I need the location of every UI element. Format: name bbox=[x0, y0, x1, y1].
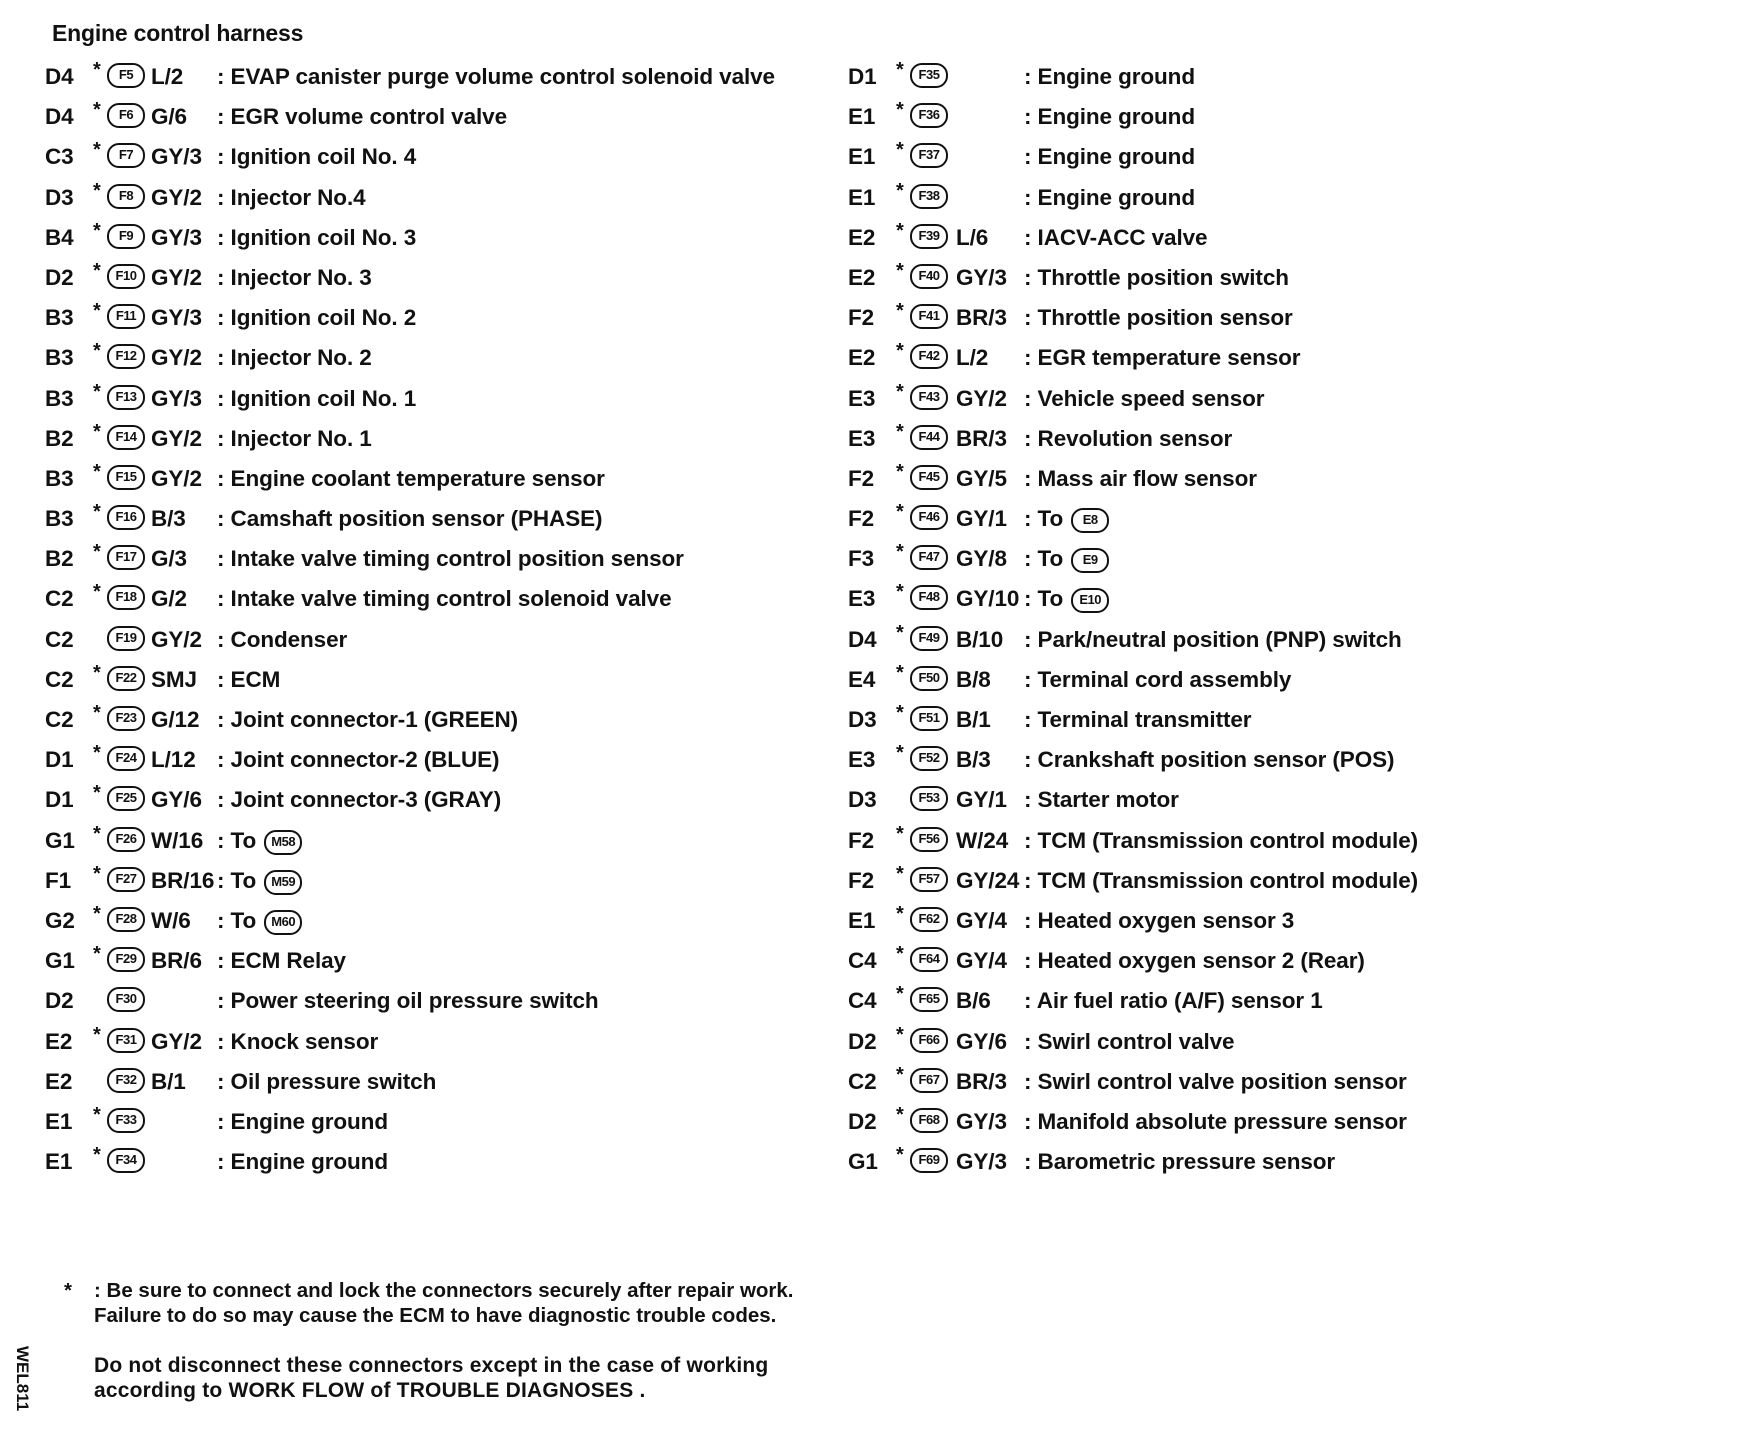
lock-star: * bbox=[896, 59, 904, 81]
connector-code: GY/3 bbox=[151, 224, 202, 250]
description-with-target bbox=[1024, 586, 1109, 613]
connector-code: B/1 bbox=[151, 1068, 186, 1094]
lock-star: * bbox=[896, 1103, 904, 1126]
lock-star: * bbox=[896, 99, 904, 122]
lock-star: * bbox=[896, 179, 904, 202]
connector-code: B/6 bbox=[956, 988, 991, 1014]
component-description: : Throttle position sensor bbox=[1024, 305, 1293, 331]
grid-location: E2 bbox=[848, 345, 876, 371]
connector-code: L/2 bbox=[956, 345, 989, 371]
grid-location: G2 bbox=[45, 907, 75, 933]
component-description: : Engine ground bbox=[1024, 144, 1195, 170]
lock-star: * bbox=[896, 460, 904, 483]
component-description: : Engine ground bbox=[217, 1108, 388, 1134]
lock-star: * bbox=[896, 742, 904, 765]
connector-code: SMJ bbox=[151, 666, 197, 692]
lock-star: * bbox=[896, 661, 904, 684]
grid-location: B3 bbox=[45, 385, 74, 411]
component-description: : Ignition coil No. 1 bbox=[217, 385, 417, 411]
component-description: : Knock sensor bbox=[217, 1028, 379, 1054]
component-description: : EGR temperature sensor bbox=[1024, 345, 1301, 371]
connector-number: F32 bbox=[107, 1068, 145, 1093]
connector-number: F41 bbox=[910, 304, 948, 329]
grid-location: G1 bbox=[45, 827, 75, 853]
connector-code: B/3 bbox=[956, 747, 991, 773]
lock-star: * bbox=[896, 300, 904, 323]
grid-location: E1 bbox=[848, 144, 876, 170]
component-description: : Injector No. 2 bbox=[217, 345, 372, 371]
connector-number: F26 bbox=[107, 827, 145, 852]
grid-location: E3 bbox=[848, 385, 876, 411]
connector-code: L/12 bbox=[151, 747, 196, 773]
grid-location: G1 bbox=[848, 1149, 878, 1175]
component-description: : TCM (Transmission control module) bbox=[1024, 827, 1419, 853]
connector-number: F44 bbox=[910, 425, 948, 450]
target-connector: E10 bbox=[1071, 588, 1109, 613]
lock-star: * bbox=[896, 259, 904, 282]
connector-code: GY/2 bbox=[151, 345, 202, 371]
connector-number: F17 bbox=[107, 545, 145, 570]
connector-code: GY/8 bbox=[956, 546, 1007, 572]
grid-location: D2 bbox=[848, 1108, 877, 1134]
connector-code: G/12 bbox=[151, 707, 200, 732]
connector-number: F9 bbox=[107, 224, 145, 249]
lock-star: * bbox=[93, 300, 101, 323]
component-description: : EVAP canister purge volume control solenoid valve bbox=[217, 64, 775, 89]
grid-location: D3 bbox=[45, 184, 74, 210]
connector-code: GY/2 bbox=[151, 626, 202, 652]
grid-location: D3 bbox=[848, 787, 877, 813]
grid-location: D4 bbox=[45, 104, 74, 130]
lock-star: * bbox=[93, 59, 101, 81]
lock-star: * bbox=[896, 139, 904, 162]
grid-location: F2 bbox=[848, 465, 875, 491]
grid-location: C4 bbox=[848, 948, 877, 974]
grid-location: C2 bbox=[45, 707, 74, 732]
description-with-target bbox=[217, 908, 302, 935]
lock-star: * bbox=[896, 1063, 904, 1086]
component-description: : Engine ground bbox=[1024, 104, 1195, 130]
grid-location: B3 bbox=[45, 305, 74, 331]
connector-code: W/16 bbox=[151, 827, 204, 853]
component-description: : To bbox=[217, 907, 257, 933]
connector-number: F57 bbox=[910, 867, 948, 892]
component-description: : Oil pressure switch bbox=[217, 1068, 437, 1094]
connector-code: GY/2 bbox=[151, 465, 202, 491]
connector-code: B/10 bbox=[956, 626, 1004, 652]
connector-number: F15 bbox=[107, 465, 145, 490]
grid-location: B3 bbox=[45, 506, 74, 532]
connector-number: F10 bbox=[107, 264, 145, 289]
component-description: : Condenser bbox=[217, 626, 348, 652]
connector-number: F24 bbox=[107, 746, 145, 771]
connector-code: GY/2 bbox=[151, 425, 202, 451]
grid-location: F1 bbox=[45, 867, 72, 893]
connector-code: GY/2 bbox=[956, 385, 1007, 411]
lock-star: * bbox=[896, 581, 904, 604]
component-description: : Mass air flow sensor bbox=[1024, 465, 1257, 491]
grid-location: F2 bbox=[848, 867, 875, 893]
connector-number: F67 bbox=[910, 1068, 948, 1093]
connector-code: GY/3 bbox=[956, 264, 1007, 290]
lock-star: * bbox=[93, 340, 101, 363]
connector-number: F18 bbox=[107, 585, 145, 610]
description-with-target bbox=[217, 828, 302, 855]
grid-location: F3 bbox=[848, 546, 875, 572]
component-description: : Joint connector-2 (BLUE) bbox=[217, 747, 500, 773]
connector-code: GY/3 bbox=[151, 385, 202, 411]
connector-number: F25 bbox=[107, 786, 145, 811]
connector-number: F48 bbox=[910, 585, 948, 610]
grid-location: F2 bbox=[848, 506, 875, 532]
lock-star: * bbox=[896, 1023, 904, 1046]
figure-id: WEL811 bbox=[13, 1346, 32, 1412]
connector-number: F40 bbox=[910, 264, 948, 289]
grid-location: F2 bbox=[848, 305, 875, 331]
lock-star: * bbox=[93, 862, 101, 885]
lock-star: * bbox=[93, 179, 101, 202]
connector-code: GY/10 bbox=[956, 586, 1020, 612]
connector-number: F47 bbox=[910, 545, 948, 570]
connector-code: W/6 bbox=[151, 907, 191, 933]
lock-star: * bbox=[896, 340, 904, 363]
connector-number: F65 bbox=[910, 987, 948, 1012]
description-with-target bbox=[217, 868, 302, 895]
grid-location: B4 bbox=[45, 224, 74, 250]
lock-star: * bbox=[896, 420, 904, 443]
grid-location: C3 bbox=[45, 144, 74, 170]
component-description: : To bbox=[1024, 546, 1064, 572]
grid-location: E2 bbox=[848, 264, 876, 290]
component-description: : Engine coolant temperature sensor bbox=[217, 465, 605, 491]
lock-star: * bbox=[93, 581, 101, 604]
component-description: : Injector No.4 bbox=[217, 184, 366, 210]
grid-location: E2 bbox=[45, 1028, 73, 1054]
lock-star: * bbox=[93, 742, 101, 765]
component-description: : Ignition coil No. 4 bbox=[217, 144, 417, 170]
target-connector: E9 bbox=[1071, 548, 1109, 573]
connector-code: GY/3 bbox=[956, 1108, 1007, 1134]
component-description: : Barometric pressure sensor bbox=[1024, 1149, 1336, 1175]
grid-location: B3 bbox=[45, 465, 74, 491]
connector-code: GY/3 bbox=[151, 305, 202, 331]
lock-star: * bbox=[896, 219, 904, 242]
lock-star: * bbox=[896, 902, 904, 925]
connector-number: F52 bbox=[910, 746, 948, 771]
component-description: : Terminal transmitter bbox=[1024, 707, 1252, 732]
connector-code: L/2 bbox=[151, 64, 184, 89]
connector-number: F64 bbox=[910, 947, 948, 972]
connector-number: F6 bbox=[107, 103, 145, 128]
connector-code: G/2 bbox=[151, 586, 187, 612]
grid-location: C2 bbox=[45, 666, 74, 692]
component-description: : To bbox=[1024, 586, 1064, 612]
grid-location: E1 bbox=[848, 184, 876, 210]
connector-code: GY/1 bbox=[956, 787, 1007, 813]
component-description: : Swirl control valve bbox=[1024, 1028, 1235, 1054]
grid-location: D1 bbox=[45, 787, 74, 813]
lock-star: * bbox=[896, 621, 904, 644]
grid-location: B2 bbox=[45, 425, 74, 451]
grid-location: E1 bbox=[848, 907, 876, 933]
connector-number: F35 bbox=[910, 63, 948, 88]
grid-location: C2 bbox=[45, 626, 74, 652]
connector-number: F12 bbox=[107, 344, 145, 369]
description-with-target bbox=[1024, 506, 1109, 533]
lock-star: * bbox=[93, 1103, 101, 1126]
lock-star: * bbox=[93, 139, 101, 162]
component-description: : Throttle position switch bbox=[1024, 264, 1289, 290]
connector-number: F56 bbox=[910, 827, 948, 852]
component-description: : Starter motor bbox=[1024, 787, 1179, 813]
lock-star: * bbox=[896, 822, 904, 845]
connector-number: F30 bbox=[107, 987, 145, 1012]
target-connector: M59 bbox=[264, 870, 302, 895]
connector-code: BR/6 bbox=[151, 948, 202, 974]
grid-location: E1 bbox=[45, 1149, 73, 1175]
lock-star: * bbox=[93, 541, 101, 564]
component-description: : Joint connector-1 (GREEN) bbox=[217, 707, 519, 732]
component-description: : Ignition coil No. 2 bbox=[217, 305, 417, 331]
lock-star: * bbox=[93, 460, 101, 483]
component-description: : Vehicle speed sensor bbox=[1024, 385, 1265, 411]
footnote-star: * bbox=[64, 1279, 72, 1302]
grid-location: D1 bbox=[848, 64, 877, 89]
connector-number: F8 bbox=[107, 184, 145, 209]
grid-location: F2 bbox=[848, 827, 875, 853]
grid-location: D4 bbox=[848, 626, 877, 652]
connector-number: F68 bbox=[910, 1108, 948, 1133]
component-description: : To bbox=[1024, 506, 1064, 532]
component-description: : Ignition coil No. 3 bbox=[217, 224, 417, 250]
connector-number: F43 bbox=[910, 385, 948, 410]
connector-number: F27 bbox=[107, 867, 145, 892]
connector-code: GY/2 bbox=[151, 264, 202, 290]
grid-location: E3 bbox=[848, 747, 876, 773]
page-title: Engine control harness bbox=[52, 20, 304, 46]
connector-number: F50 bbox=[910, 666, 948, 691]
footnote-warning: Do not disconnect these connectors except in the case of working according to WORK FLOW of TROUBLE DIAGNOSES . bbox=[94, 1354, 769, 1402]
connector-number: F62 bbox=[910, 907, 948, 932]
component-description: : IACV-ACC valve bbox=[1024, 224, 1208, 250]
connector-number: F39 bbox=[910, 224, 948, 249]
connector-number: F51 bbox=[910, 706, 948, 731]
grid-location: E1 bbox=[848, 104, 876, 130]
connector-number: F29 bbox=[107, 947, 145, 972]
component-description: : EGR volume control valve bbox=[217, 104, 507, 130]
connector-code: GY/6 bbox=[956, 1028, 1007, 1054]
grid-location: G1 bbox=[45, 948, 75, 974]
connector-number: F28 bbox=[107, 907, 145, 932]
component-description: : Power steering oil pressure switch bbox=[217, 988, 599, 1014]
component-description: : Terminal cord assembly bbox=[1024, 666, 1292, 692]
connector-code: L/6 bbox=[956, 224, 989, 250]
lock-star: * bbox=[93, 902, 101, 925]
grid-location: C2 bbox=[848, 1068, 877, 1094]
description-with-target bbox=[1024, 546, 1109, 573]
lock-star: * bbox=[93, 259, 101, 282]
grid-location: D3 bbox=[848, 707, 877, 732]
connector-number: F34 bbox=[107, 1148, 145, 1173]
connector-number: F46 bbox=[910, 505, 948, 530]
lock-star: * bbox=[93, 822, 101, 845]
connector-number: F66 bbox=[910, 1028, 948, 1053]
connector-number: F38 bbox=[910, 184, 948, 209]
connector-number: F33 bbox=[107, 1108, 145, 1133]
target-connector: M58 bbox=[264, 830, 302, 855]
connector-number: F31 bbox=[107, 1028, 145, 1053]
connector-number: F36 bbox=[910, 103, 948, 128]
target-connector: E8 bbox=[1071, 508, 1109, 533]
component-description: : TCM (Transmission control module) bbox=[1024, 867, 1419, 893]
lock-star: * bbox=[93, 380, 101, 403]
connector-code: BR/3 bbox=[956, 425, 1007, 451]
component-description: : Camshaft position sensor (PHASE) bbox=[217, 506, 603, 532]
component-description: : Swirl control valve position sensor bbox=[1024, 1068, 1407, 1094]
connector-number: F11 bbox=[107, 304, 145, 329]
lock-star: * bbox=[93, 661, 101, 684]
connector-code: BR/16 bbox=[151, 867, 215, 893]
lock-star: * bbox=[93, 219, 101, 242]
lock-star: * bbox=[896, 983, 904, 1006]
connector-code: B/1 bbox=[956, 707, 991, 732]
connector-code: BR/3 bbox=[956, 1068, 1007, 1094]
target-connector: M60 bbox=[264, 910, 302, 935]
connector-code: B/8 bbox=[956, 666, 991, 692]
connector-number: F49 bbox=[910, 626, 948, 651]
lock-star: * bbox=[896, 501, 904, 524]
component-description: : Crankshaft position sensor (POS) bbox=[1024, 747, 1395, 773]
connector-code: GY/2 bbox=[151, 1028, 202, 1054]
connector-number: F14 bbox=[107, 425, 145, 450]
grid-location: D2 bbox=[848, 1028, 877, 1054]
grid-location: C4 bbox=[848, 988, 877, 1014]
connector-code: GY/1 bbox=[956, 506, 1007, 532]
component-description: : Revolution sensor bbox=[1024, 425, 1233, 451]
connector-code: G/6 bbox=[151, 104, 187, 130]
lock-star: * bbox=[896, 702, 904, 724]
connector-number: F7 bbox=[107, 143, 145, 168]
component-description: : To bbox=[217, 867, 257, 893]
grid-location: D4 bbox=[45, 64, 74, 89]
lock-star: * bbox=[93, 420, 101, 443]
lock-star: * bbox=[896, 862, 904, 885]
connector-number: F69 bbox=[910, 1148, 948, 1173]
connector-number: F53 bbox=[910, 786, 948, 811]
component-description: : Air fuel ratio (A/F) sensor 1 bbox=[1024, 988, 1323, 1014]
component-description: : To bbox=[217, 827, 257, 853]
lock-star: * bbox=[93, 943, 101, 966]
connector-code: GY/5 bbox=[956, 465, 1007, 491]
lock-star: * bbox=[93, 1144, 101, 1167]
grid-location: E3 bbox=[848, 425, 876, 451]
lock-star: * bbox=[93, 99, 101, 122]
connector-number: F16 bbox=[107, 505, 145, 530]
connector-code: GY/4 bbox=[956, 948, 1007, 974]
lock-star: * bbox=[896, 1144, 904, 1167]
connector-number: F19 bbox=[107, 626, 145, 651]
lock-star: * bbox=[896, 943, 904, 966]
connector-code: BR/3 bbox=[956, 305, 1007, 331]
connector-number: F37 bbox=[910, 143, 948, 168]
connector-code: B/3 bbox=[151, 506, 186, 532]
component-description: : Heated oxygen sensor 3 bbox=[1024, 907, 1295, 933]
grid-location: B3 bbox=[45, 345, 74, 371]
lock-star: * bbox=[93, 1023, 101, 1046]
component-description: : Park/neutral position (PNP) switch bbox=[1024, 626, 1402, 652]
component-description: : Engine ground bbox=[1024, 64, 1195, 89]
component-description: : Engine ground bbox=[1024, 184, 1195, 210]
connector-number: F42 bbox=[910, 344, 948, 369]
grid-location: E2 bbox=[45, 1068, 73, 1094]
connector-code: W/24 bbox=[956, 827, 1009, 853]
component-description: : Joint connector-3 (GRAY) bbox=[217, 787, 502, 813]
component-description: : Intake valve timing control solenoid valve bbox=[217, 586, 672, 612]
lock-star: * bbox=[93, 702, 101, 724]
grid-location: D2 bbox=[45, 264, 74, 290]
connector-number: F5 bbox=[107, 63, 145, 88]
lock-star: * bbox=[93, 501, 101, 524]
connector-code: G/3 bbox=[151, 546, 187, 572]
grid-location: E1 bbox=[45, 1108, 73, 1134]
component-description: : Engine ground bbox=[217, 1149, 388, 1175]
grid-location: B2 bbox=[45, 546, 74, 572]
lock-star: * bbox=[896, 380, 904, 403]
grid-location: E4 bbox=[848, 666, 876, 692]
component-description: : Manifold absolute pressure sensor bbox=[1024, 1108, 1407, 1134]
lock-star: * bbox=[896, 541, 904, 564]
connector-number: F45 bbox=[910, 465, 948, 490]
grid-location: C2 bbox=[45, 586, 74, 612]
component-description: : Intake valve timing control position sensor bbox=[217, 546, 684, 572]
connector-code: GY/2 bbox=[151, 184, 202, 210]
connector-number: F13 bbox=[107, 385, 145, 410]
footnote-text: : Be sure to connect and lock the connectors securely after repair work. Failure to do so may cause the ECM to have diagnostic trouble codes. bbox=[94, 1279, 794, 1327]
lock-star: * bbox=[93, 782, 101, 805]
component-description: : Injector No. 3 bbox=[217, 264, 372, 290]
grid-location: D1 bbox=[45, 747, 74, 773]
connector-number: F23 bbox=[107, 706, 145, 731]
component-description: : ECM bbox=[217, 666, 281, 692]
component-description: : ECM Relay bbox=[217, 948, 346, 974]
grid-location: E3 bbox=[848, 586, 876, 612]
grid-location: E2 bbox=[848, 224, 876, 250]
connector-code: GY/3 bbox=[956, 1149, 1007, 1175]
connector-code: GY/24 bbox=[956, 867, 1020, 893]
connector-code: GY/6 bbox=[151, 787, 202, 813]
component-description: : Injector No. 1 bbox=[217, 425, 372, 451]
connector-number: F22 bbox=[107, 666, 145, 691]
grid-location: D2 bbox=[45, 988, 74, 1014]
connector-code: GY/3 bbox=[151, 144, 202, 170]
connector-code: GY/4 bbox=[956, 907, 1007, 933]
component-description: : Heated oxygen sensor 2 (Rear) bbox=[1024, 948, 1365, 974]
